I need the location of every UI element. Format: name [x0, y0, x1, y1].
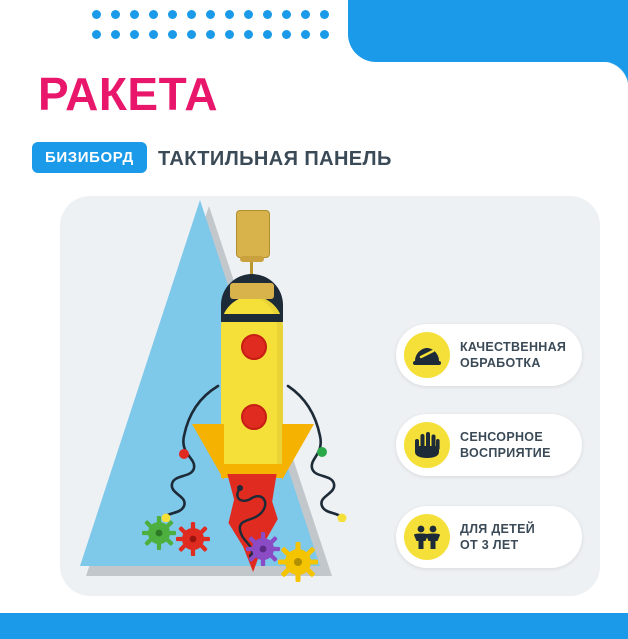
bottom-blue-bar: [0, 613, 628, 639]
feature-card-age: [396, 506, 582, 568]
feature-line-1: ДЛЯ ДЕТЕЙ: [460, 522, 536, 536]
dot: [244, 10, 253, 19]
rocket-body: [221, 296, 283, 476]
page-subtitle: ТАКТИЛЬНАЯ ПАНЕЛЬ: [158, 148, 392, 170]
feature-line-1: КАЧЕСТВЕННАЯ: [460, 340, 567, 354]
dot: [263, 30, 272, 39]
dot: [244, 30, 253, 39]
quality-processing-icon: [404, 332, 450, 378]
dot: [282, 10, 291, 19]
feature-line-2: ОБРАБОТКА: [460, 356, 541, 370]
dot: [263, 10, 272, 19]
rocket-window-bottom-icon: [241, 404, 267, 430]
rocket-window-top-icon: [241, 334, 267, 360]
dot-pattern: [92, 10, 342, 54]
page-title: РАКЕТА: [38, 68, 219, 120]
dot: [225, 10, 234, 19]
feature-line-1: СЕНСОРНОЕ: [460, 430, 543, 444]
dot: [92, 30, 101, 39]
dot: [149, 30, 158, 39]
feature-label-age: [460, 521, 535, 553]
dot: [92, 10, 101, 19]
dot: [301, 30, 310, 39]
top-right-corner-tail: [508, 0, 628, 120]
gear-purple-icon: [246, 532, 280, 566]
dot: [282, 30, 291, 39]
feature-card-sensory: [396, 414, 582, 476]
plane-tool-icon: [412, 343, 442, 367]
dot: [187, 10, 196, 19]
dot: [320, 30, 329, 39]
feature-label-quality: [460, 339, 566, 371]
dot: [111, 30, 120, 39]
zipper-icon: [230, 283, 274, 299]
dot: [168, 30, 177, 39]
dot: [206, 30, 215, 39]
wire-left-icon: [154, 382, 222, 522]
dot: [225, 30, 234, 39]
dot: [206, 10, 215, 19]
dot: [130, 30, 139, 39]
two-children-glyph-icon: [412, 524, 442, 550]
dot: [130, 10, 139, 19]
gear-yellow-icon: [278, 542, 318, 582]
wire-right-icon: [284, 382, 352, 522]
feature-line-2: ВОСПРИЯТИЕ: [460, 446, 551, 460]
dot: [301, 10, 310, 19]
hand-glyph-icon: [414, 431, 440, 459]
feature-label-sensory: [460, 429, 551, 461]
product-image: [58, 186, 388, 596]
category-badge: БИЗИБОРД: [32, 142, 147, 173]
feature-line-2: ОТ 3 ЛЕТ: [460, 538, 519, 552]
rocket-stripe: [221, 314, 283, 322]
feature-card-quality: [396, 324, 582, 386]
children-icon: [404, 514, 450, 560]
dot: [168, 10, 177, 19]
dot: [187, 30, 196, 39]
dot: [149, 10, 158, 19]
gear-green-icon: [142, 516, 176, 550]
dot: [111, 10, 120, 19]
gear-red-icon: [176, 522, 210, 556]
latch-icon: [236, 210, 270, 258]
dot: [320, 10, 329, 19]
hand-icon: [404, 422, 450, 468]
